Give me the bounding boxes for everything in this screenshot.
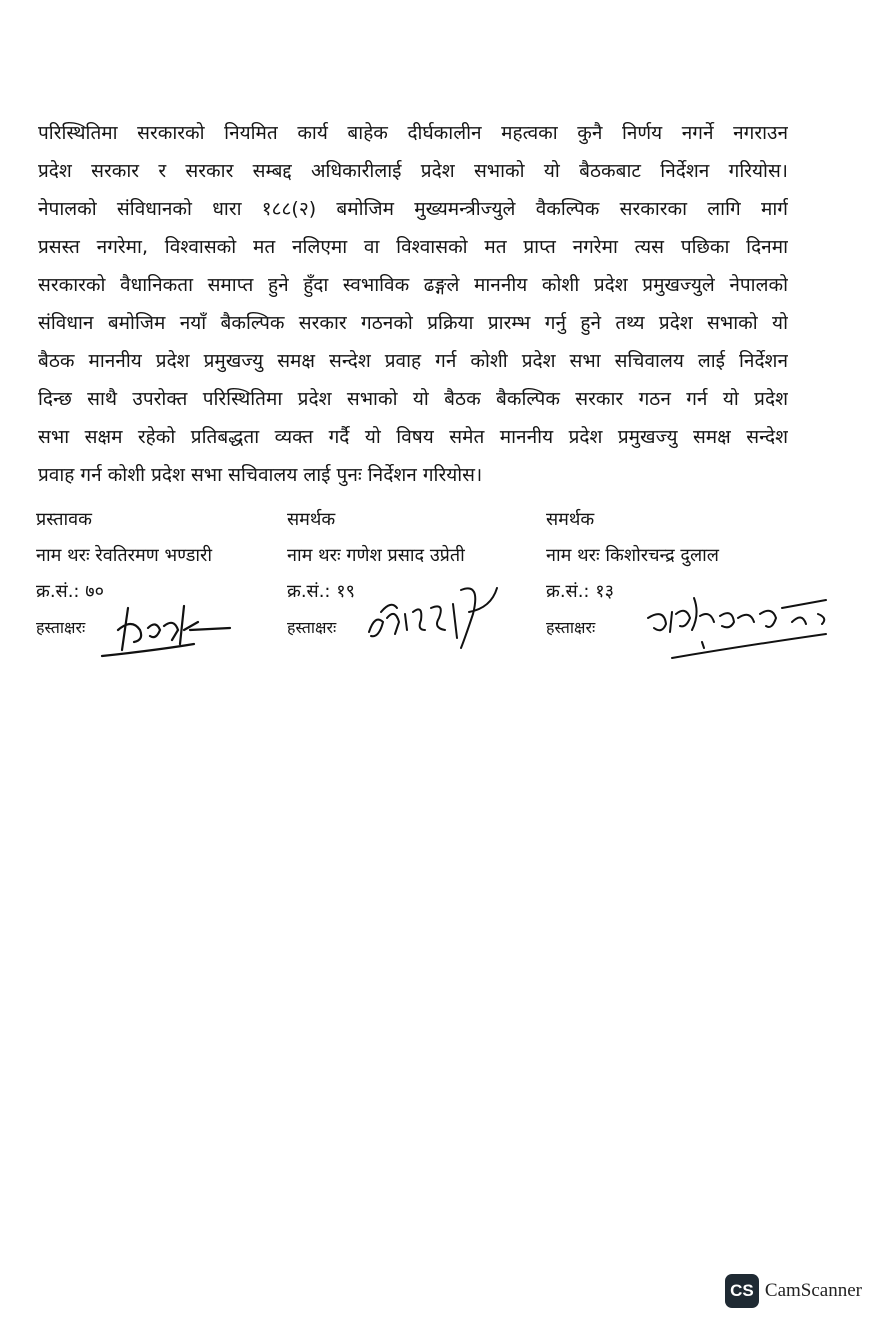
signature-label: हस्ताक्षरः xyxy=(546,618,596,637)
paragraph-line: संविधान बमोजिम नयाँ बैकल्पिक सरकार गठनको प्रक्रिया प्रारम्भ गर्नु हुने तथ्य प्रदेश सभाको यो xyxy=(38,312,788,334)
paragraph-line: प्रसस्त नगरेमा, विश्वासको मत नलिएमा वा विश्वासको मत प्राप्त नगरेमा त्यस पछिका दिनमा xyxy=(38,236,788,258)
camscanner-watermark xyxy=(725,1274,862,1308)
signature-row xyxy=(546,610,806,670)
signatory-name: नाम थरः रेवतिरमण भण्डारी xyxy=(36,545,213,566)
paragraph-line: प्रदेश सरकार र सरकार सम्बद्द अधिकारीलाई प्रदेश सभाको यो बैठकबाट निर्देशन गरियोस। xyxy=(38,160,788,182)
paragraph-line: परिस्थितिमा सरकारको नियमित कार्य बाहेक दीर्घकालीन महत्वका कुनै निर्णय नगर्ने नगराउन xyxy=(38,122,788,144)
signatory-proposer xyxy=(36,502,296,670)
signatory-serial: क्र.सं.: ७० xyxy=(36,581,104,602)
camscanner-logo: CS xyxy=(725,1274,759,1308)
paragraph-line: सरकारको वैधानिकता समाप्त हुने हुँदा स्वभाविक ढङ्गले माननीय कोशी प्रदेश प्रमुखज्युले नेपालको xyxy=(38,274,788,296)
signature-icon xyxy=(642,588,832,668)
signatory-supporter-2 xyxy=(546,502,806,670)
signatory-serial: क्र.सं.: १३ xyxy=(546,581,614,602)
signatory-supporter-1 xyxy=(287,502,547,670)
paragraph-line: दिन्छ साथै उपरोक्त परिस्थितिमा प्रदेश सभाको यो बैठक बैकल्पिक सरकार गठन गर्न यो प्रदेश xyxy=(38,388,788,410)
paragraph-line: बैठक माननीय प्रदेश प्रमुखज्यु समक्ष सन्देश प्रवाह गर्न कोशी प्रदेश सभा सचिवालय लाई निर्देशन xyxy=(38,350,788,372)
signatory-serial: क्र.सं.: १९ xyxy=(287,581,355,602)
signature-label: हस्ताक्षरः xyxy=(287,618,337,637)
signature-icon xyxy=(361,578,511,658)
paragraph-line: नेपालको संविधानको धारा १८८(२) बमोजिम मुख्यमन्त्रीज्युले वैकल्पिक सरकारका लागि मार्ग xyxy=(38,198,788,220)
body-paragraph xyxy=(38,114,788,494)
signature-row xyxy=(287,610,547,670)
paragraph-line: प्रवाह गर्न कोशी प्रदेश सभा सचिवालय लाई पुनः निर्देशन गरियोस। xyxy=(38,464,483,486)
signatory-role: प्रस्तावक xyxy=(36,509,92,530)
signature-row xyxy=(36,610,296,670)
signature-icon xyxy=(98,600,238,662)
signatory-role: समर्थक xyxy=(546,509,595,530)
signature-label: हस्ताक्षरः xyxy=(36,618,86,637)
paragraph-line: सभा सक्षम रहेको प्रतिबद्धता व्यक्त गर्दै यो विषय समेत माननीय प्रदेश प्रमुखज्यु समक्ष सन्देश xyxy=(38,426,788,448)
signatory-name: नाम थरः किशोरचन्द्र दुलाल xyxy=(546,545,720,566)
signatory-name: नाम थरः गणेश प्रसाद उप्रेती xyxy=(287,545,465,566)
camscanner-brand: CamScanner xyxy=(764,1280,862,1301)
signatory-role: समर्थक xyxy=(287,509,336,530)
